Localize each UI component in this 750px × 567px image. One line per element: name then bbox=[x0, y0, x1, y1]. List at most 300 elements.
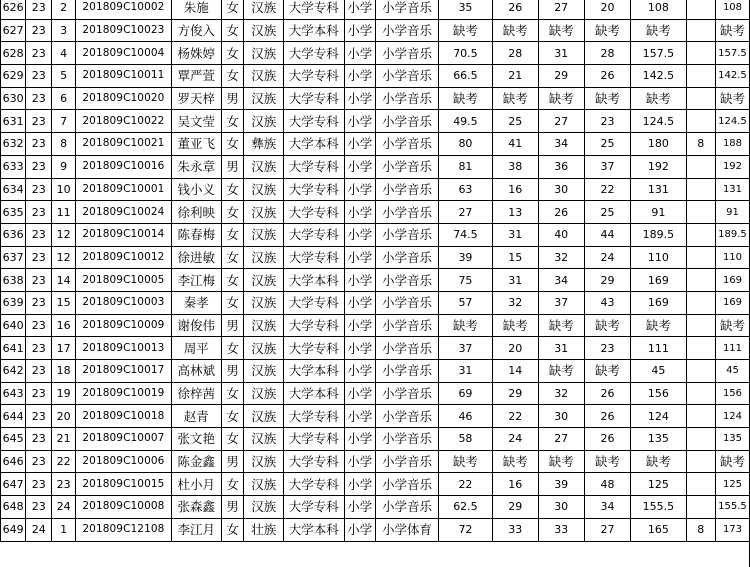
total-cell: 188 bbox=[715, 133, 749, 156]
group-cell: 23 bbox=[26, 201, 52, 224]
seat-cell: 19 bbox=[52, 382, 76, 405]
group-cell: 23 bbox=[26, 0, 52, 19]
level-cell: 小学 bbox=[344, 496, 376, 519]
subject-cell: 小学音乐 bbox=[376, 246, 439, 269]
education-cell: 大学专科 bbox=[283, 223, 344, 246]
level-cell: 小学 bbox=[344, 178, 376, 201]
bonus-cell bbox=[686, 405, 715, 428]
score-3-cell: 34 bbox=[538, 269, 584, 292]
table-row bbox=[1, 473, 750, 496]
group-cell: 23 bbox=[26, 382, 52, 405]
seat-cell: 2 bbox=[52, 0, 76, 19]
exam-id-cell: 201809C10017 bbox=[76, 360, 172, 383]
table-row bbox=[1, 314, 750, 337]
bonus-cell bbox=[686, 0, 715, 19]
subject-cell: 小学音乐 bbox=[376, 314, 439, 337]
exam-id-cell: 201809C10008 bbox=[76, 496, 172, 519]
name-cell: 秦孝 bbox=[171, 291, 221, 314]
seat-cell: 5 bbox=[52, 65, 76, 88]
score-4-cell: 22 bbox=[584, 178, 631, 201]
score-3-cell: 34 bbox=[538, 133, 584, 156]
group-cell: 23 bbox=[26, 360, 52, 383]
score-2-cell: 31 bbox=[492, 269, 538, 292]
seat-cell: 12 bbox=[52, 246, 76, 269]
exam-id-cell: 201809C10024 bbox=[76, 201, 172, 224]
score-3-cell: 缺考 bbox=[538, 450, 584, 473]
table-row bbox=[1, 155, 750, 178]
level-cell: 小学 bbox=[344, 291, 376, 314]
name-cell: 谢俊伟 bbox=[171, 314, 221, 337]
bonus-cell bbox=[686, 291, 715, 314]
seat-cell: 6 bbox=[52, 87, 76, 110]
bonus-cell bbox=[686, 269, 715, 292]
education-cell: 大学专科 bbox=[283, 405, 344, 428]
gender-cell: 女 bbox=[221, 269, 244, 292]
exam-id-cell: 201809C10018 bbox=[76, 405, 172, 428]
seat-cell: 12 bbox=[52, 223, 76, 246]
subject-cell: 小学音乐 bbox=[376, 201, 439, 224]
bonus-cell bbox=[686, 19, 715, 42]
gender-cell: 男 bbox=[221, 155, 244, 178]
education-cell: 大学专科 bbox=[283, 337, 344, 360]
name-cell: 李江月 bbox=[171, 518, 221, 541]
bonus-cell bbox=[686, 496, 715, 519]
subject-cell: 小学音乐 bbox=[376, 291, 439, 314]
ethnicity-cell: 汉族 bbox=[244, 291, 284, 314]
score-4-cell: 26 bbox=[584, 428, 631, 451]
score-1-cell: 66.5 bbox=[439, 65, 493, 88]
education-cell: 大学专科 bbox=[283, 155, 344, 178]
exam-id-cell: 201809C10007 bbox=[76, 428, 172, 451]
subject-cell: 小学音乐 bbox=[376, 269, 439, 292]
name-cell: 徐进敏 bbox=[171, 246, 221, 269]
subject-cell: 小学音乐 bbox=[376, 87, 439, 110]
table-row bbox=[1, 87, 750, 110]
education-cell: 大学专科 bbox=[283, 65, 344, 88]
bonus-cell bbox=[686, 450, 715, 473]
ethnicity-cell: 汉族 bbox=[244, 223, 284, 246]
seat-cell: 21 bbox=[52, 428, 76, 451]
level-cell: 小学 bbox=[344, 42, 376, 65]
score-4-cell: 26 bbox=[584, 65, 631, 88]
education-cell: 大学专科 bbox=[283, 291, 344, 314]
subtotal-cell: 165 bbox=[631, 518, 686, 541]
row-number-cell: 639 bbox=[1, 291, 26, 314]
name-cell: 陈春梅 bbox=[171, 223, 221, 246]
subtotal-cell: 169 bbox=[631, 269, 686, 292]
subject-cell: 小学音乐 bbox=[376, 110, 439, 133]
score-4-cell: 44 bbox=[584, 223, 631, 246]
score-1-cell: 58 bbox=[439, 428, 493, 451]
table-row bbox=[1, 428, 750, 451]
score-1-cell: 70.5 bbox=[439, 42, 493, 65]
subtotal-cell: 180 bbox=[631, 133, 686, 156]
exam-id-cell: 201809C10012 bbox=[76, 246, 172, 269]
score-2-cell: 13 bbox=[492, 201, 538, 224]
ethnicity-cell: 汉族 bbox=[244, 42, 284, 65]
score-1-cell: 缺考 bbox=[439, 19, 493, 42]
ethnicity-cell: 汉族 bbox=[244, 360, 284, 383]
row-number-cell: 649 bbox=[1, 518, 26, 541]
score-4-cell: 缺考 bbox=[584, 450, 631, 473]
score-4-cell: 缺考 bbox=[584, 19, 631, 42]
name-cell: 钱小义 bbox=[171, 178, 221, 201]
table-row bbox=[1, 178, 750, 201]
subject-cell: 小学音乐 bbox=[376, 42, 439, 65]
seat-cell: 7 bbox=[52, 110, 76, 133]
table-row bbox=[1, 19, 750, 42]
row-number-cell: 635 bbox=[1, 201, 26, 224]
score-2-cell: 25 bbox=[492, 110, 538, 133]
group-cell: 23 bbox=[26, 496, 52, 519]
total-cell: 缺考 bbox=[715, 450, 749, 473]
row-number-cell: 626 bbox=[1, 0, 26, 19]
group-cell: 23 bbox=[26, 405, 52, 428]
subtotal-cell: 125 bbox=[631, 473, 686, 496]
ethnicity-cell: 汉族 bbox=[244, 65, 284, 88]
subtotal-cell: 169 bbox=[631, 291, 686, 314]
row-number-cell: 644 bbox=[1, 405, 26, 428]
score-3-cell: 32 bbox=[538, 246, 584, 269]
score-3-cell: 27 bbox=[538, 428, 584, 451]
table-row bbox=[1, 110, 750, 133]
score-3-cell: 33 bbox=[538, 518, 584, 541]
name-cell: 徐利映 bbox=[171, 201, 221, 224]
name-cell: 董亚飞 bbox=[171, 133, 221, 156]
group-cell: 23 bbox=[26, 428, 52, 451]
subtotal-cell: 缺考 bbox=[631, 19, 686, 42]
gender-cell: 女 bbox=[221, 19, 244, 42]
score-3-cell: 26 bbox=[538, 201, 584, 224]
subtotal-cell: 91 bbox=[631, 201, 686, 224]
group-cell: 23 bbox=[26, 87, 52, 110]
table-row bbox=[1, 0, 750, 19]
exam-id-cell: 201809C10023 bbox=[76, 19, 172, 42]
table-row bbox=[1, 518, 750, 541]
level-cell: 小学 bbox=[344, 360, 376, 383]
level-cell: 小学 bbox=[344, 382, 376, 405]
subtotal-cell: 142.5 bbox=[631, 65, 686, 88]
score-2-cell: 28 bbox=[492, 42, 538, 65]
row-number-cell: 636 bbox=[1, 223, 26, 246]
group-cell: 23 bbox=[26, 178, 52, 201]
score-3-cell: 36 bbox=[538, 155, 584, 178]
subtotal-cell: 缺考 bbox=[631, 314, 686, 337]
name-cell: 罗天梓 bbox=[171, 87, 221, 110]
subject-cell: 小学音乐 bbox=[376, 178, 439, 201]
table-row bbox=[1, 405, 750, 428]
education-cell: 大学专科 bbox=[283, 496, 344, 519]
score-2-cell: 32 bbox=[492, 291, 538, 314]
level-cell: 小学 bbox=[344, 155, 376, 178]
bonus-cell bbox=[686, 178, 715, 201]
score-1-cell: 27 bbox=[439, 201, 493, 224]
total-cell: 108 bbox=[715, 0, 749, 19]
name-cell: 高林斌 bbox=[171, 360, 221, 383]
level-cell: 小学 bbox=[344, 269, 376, 292]
seat-cell: 20 bbox=[52, 405, 76, 428]
score-2-cell: 33 bbox=[492, 518, 538, 541]
subtotal-cell: 108 bbox=[631, 0, 686, 19]
score-2-cell: 29 bbox=[492, 496, 538, 519]
subtotal-cell: 192 bbox=[631, 155, 686, 178]
score-1-cell: 81 bbox=[439, 155, 493, 178]
subtotal-cell: 124.5 bbox=[631, 110, 686, 133]
seat-cell: 9 bbox=[52, 155, 76, 178]
table-row bbox=[1, 337, 750, 360]
gender-cell: 女 bbox=[221, 246, 244, 269]
exam-id-cell: 201809C10022 bbox=[76, 110, 172, 133]
education-cell: 大学专科 bbox=[283, 110, 344, 133]
score-1-cell: 74.5 bbox=[439, 223, 493, 246]
total-cell: 125 bbox=[715, 473, 749, 496]
level-cell: 小学 bbox=[344, 405, 376, 428]
gender-cell: 女 bbox=[221, 201, 244, 224]
name-cell: 张森鑫 bbox=[171, 496, 221, 519]
ethnicity-cell: 汉族 bbox=[244, 428, 284, 451]
bonus-cell bbox=[686, 223, 715, 246]
subtotal-cell: 189.5 bbox=[631, 223, 686, 246]
subtotal-cell: 45 bbox=[631, 360, 686, 383]
group-cell: 23 bbox=[26, 155, 52, 178]
gender-cell: 女 bbox=[221, 291, 244, 314]
subject-cell: 小学音乐 bbox=[376, 223, 439, 246]
group-cell: 23 bbox=[26, 19, 52, 42]
score-4-cell: 缺考 bbox=[584, 360, 631, 383]
total-cell: 124 bbox=[715, 405, 749, 428]
education-cell: 大学专科 bbox=[283, 178, 344, 201]
total-cell: 155.5 bbox=[715, 496, 749, 519]
group-cell: 23 bbox=[26, 314, 52, 337]
seat-cell: 22 bbox=[52, 450, 76, 473]
table-row bbox=[1, 246, 750, 269]
education-cell: 大学专科 bbox=[283, 0, 344, 19]
ethnicity-cell: 汉族 bbox=[244, 87, 284, 110]
bonus-cell bbox=[686, 337, 715, 360]
ethnicity-cell: 彝族 bbox=[244, 133, 284, 156]
bonus-cell bbox=[686, 87, 715, 110]
exam-id-cell: 201809C10006 bbox=[76, 450, 172, 473]
exam-id-cell: 201809C10021 bbox=[76, 133, 172, 156]
bonus-cell: 8 bbox=[686, 518, 715, 541]
seat-cell: 23 bbox=[52, 473, 76, 496]
name-cell: 吴文莹 bbox=[171, 110, 221, 133]
score-2-cell: 缺考 bbox=[492, 314, 538, 337]
row-number-cell: 641 bbox=[1, 337, 26, 360]
score-2-cell: 缺考 bbox=[492, 450, 538, 473]
education-cell: 大学专科 bbox=[283, 314, 344, 337]
total-cell: 135 bbox=[715, 428, 749, 451]
level-cell: 小学 bbox=[344, 314, 376, 337]
row-number-cell: 642 bbox=[1, 360, 26, 383]
score-1-cell: 63 bbox=[439, 178, 493, 201]
subtotal-cell: 缺考 bbox=[631, 87, 686, 110]
gender-cell: 男 bbox=[221, 314, 244, 337]
education-cell: 大学本科 bbox=[283, 269, 344, 292]
gender-cell: 女 bbox=[221, 473, 244, 496]
ethnicity-cell: 汉族 bbox=[244, 19, 284, 42]
ethnicity-cell: 汉族 bbox=[244, 337, 284, 360]
group-cell: 24 bbox=[26, 518, 52, 541]
bonus-cell bbox=[686, 382, 715, 405]
score-4-cell: 缺考 bbox=[584, 314, 631, 337]
group-cell: 23 bbox=[26, 337, 52, 360]
gender-cell: 男 bbox=[221, 450, 244, 473]
score-3-cell: 31 bbox=[538, 337, 584, 360]
ethnicity-cell: 汉族 bbox=[244, 473, 284, 496]
exam-id-cell: 201809C10011 bbox=[76, 65, 172, 88]
score-1-cell: 75 bbox=[439, 269, 493, 292]
group-cell: 23 bbox=[26, 65, 52, 88]
score-1-cell: 22 bbox=[439, 473, 493, 496]
subject-cell: 小学音乐 bbox=[376, 450, 439, 473]
score-3-cell: 30 bbox=[538, 496, 584, 519]
gender-cell: 男 bbox=[221, 360, 244, 383]
education-cell: 大学本科 bbox=[283, 19, 344, 42]
total-cell: 91 bbox=[715, 201, 749, 224]
table-row bbox=[1, 133, 750, 156]
gender-cell: 女 bbox=[221, 0, 244, 19]
score-4-cell: 23 bbox=[584, 337, 631, 360]
score-1-cell: 35 bbox=[439, 0, 493, 19]
gender-cell: 女 bbox=[221, 428, 244, 451]
seat-cell: 4 bbox=[52, 42, 76, 65]
score-4-cell: 37 bbox=[584, 155, 631, 178]
name-cell: 朱施 bbox=[171, 0, 221, 19]
row-number-cell: 647 bbox=[1, 473, 26, 496]
total-cell: 45 bbox=[715, 360, 749, 383]
bonus-cell bbox=[686, 155, 715, 178]
subtotal-cell: 缺考 bbox=[631, 450, 686, 473]
name-cell: 覃严萱 bbox=[171, 65, 221, 88]
table-row bbox=[1, 291, 750, 314]
exam-id-cell: 201809C10002 bbox=[76, 0, 172, 19]
seat-cell: 17 bbox=[52, 337, 76, 360]
score-4-cell: 43 bbox=[584, 291, 631, 314]
score-1-cell: 72 bbox=[439, 518, 493, 541]
name-cell: 陈金鑫 bbox=[171, 450, 221, 473]
seat-cell: 11 bbox=[52, 201, 76, 224]
table-row bbox=[1, 42, 750, 65]
subject-cell: 小学音乐 bbox=[376, 382, 439, 405]
subtotal-cell: 131 bbox=[631, 178, 686, 201]
group-cell: 23 bbox=[26, 223, 52, 246]
score-3-cell: 27 bbox=[538, 0, 584, 19]
row-number-cell: 640 bbox=[1, 314, 26, 337]
name-cell: 徐梓茜 bbox=[171, 382, 221, 405]
score-4-cell: 26 bbox=[584, 405, 631, 428]
score-3-cell: 30 bbox=[538, 405, 584, 428]
name-cell: 周平 bbox=[171, 337, 221, 360]
score-2-cell: 26 bbox=[492, 0, 538, 19]
score-1-cell: 57 bbox=[439, 291, 493, 314]
score-4-cell: 26 bbox=[584, 382, 631, 405]
score-2-cell: 缺考 bbox=[492, 87, 538, 110]
score-3-cell: 31 bbox=[538, 42, 584, 65]
gender-cell: 女 bbox=[221, 110, 244, 133]
table-row bbox=[1, 496, 750, 519]
score-3-cell: 缺考 bbox=[538, 314, 584, 337]
score-2-cell: 21 bbox=[492, 65, 538, 88]
score-1-cell: 62.5 bbox=[439, 496, 493, 519]
ethnicity-cell: 汉族 bbox=[244, 382, 284, 405]
seat-cell: 16 bbox=[52, 314, 76, 337]
score-3-cell: 27 bbox=[538, 110, 584, 133]
row-number-cell: 631 bbox=[1, 110, 26, 133]
bonus-cell bbox=[686, 360, 715, 383]
row-number-cell: 638 bbox=[1, 269, 26, 292]
total-cell: 缺考 bbox=[715, 314, 749, 337]
score-4-cell: 48 bbox=[584, 473, 631, 496]
level-cell: 小学 bbox=[344, 19, 376, 42]
subject-cell: 小学音乐 bbox=[376, 133, 439, 156]
row-number-cell: 630 bbox=[1, 87, 26, 110]
subject-cell: 小学音乐 bbox=[376, 496, 439, 519]
score-3-cell: 缺考 bbox=[538, 19, 584, 42]
exam-id-cell: 201809C12108 bbox=[76, 518, 172, 541]
exam-id-cell: 201809C10020 bbox=[76, 87, 172, 110]
level-cell: 小学 bbox=[344, 133, 376, 156]
subtotal-cell: 135 bbox=[631, 428, 686, 451]
total-cell: 169 bbox=[715, 291, 749, 314]
subject-cell: 小学音乐 bbox=[376, 473, 439, 496]
row-number-cell: 633 bbox=[1, 155, 26, 178]
education-cell: 大学专科 bbox=[283, 450, 344, 473]
bonus-cell: 8 bbox=[686, 133, 715, 156]
education-cell: 大学专科 bbox=[283, 473, 344, 496]
score-4-cell: 29 bbox=[584, 269, 631, 292]
score-1-cell: 80 bbox=[439, 133, 493, 156]
row-number-cell: 628 bbox=[1, 42, 26, 65]
subject-cell: 小学体育 bbox=[376, 518, 439, 541]
seat-cell: 8 bbox=[52, 133, 76, 156]
exam-id-cell: 201809C10003 bbox=[76, 291, 172, 314]
gender-cell: 女 bbox=[221, 223, 244, 246]
score-3-cell: 缺考 bbox=[538, 360, 584, 383]
score-4-cell: 23 bbox=[584, 110, 631, 133]
gender-cell: 女 bbox=[221, 405, 244, 428]
table-body bbox=[1, 0, 750, 541]
name-cell: 赵青 bbox=[171, 405, 221, 428]
bonus-cell bbox=[686, 314, 715, 337]
seat-cell: 1 bbox=[52, 518, 76, 541]
subject-cell: 小学音乐 bbox=[376, 0, 439, 19]
score-4-cell: 25 bbox=[584, 201, 631, 224]
score-2-cell: 16 bbox=[492, 178, 538, 201]
score-1-cell: 46 bbox=[439, 405, 493, 428]
subtotal-cell: 111 bbox=[631, 337, 686, 360]
total-cell: 192 bbox=[715, 155, 749, 178]
level-cell: 小学 bbox=[344, 246, 376, 269]
ethnicity-cell: 汉族 bbox=[244, 178, 284, 201]
score-3-cell: 29 bbox=[538, 65, 584, 88]
exam-id-cell: 201809C10004 bbox=[76, 42, 172, 65]
exam-id-cell: 201809C10005 bbox=[76, 269, 172, 292]
seat-cell: 10 bbox=[52, 178, 76, 201]
group-cell: 23 bbox=[26, 473, 52, 496]
score-4-cell: 27 bbox=[584, 518, 631, 541]
level-cell: 小学 bbox=[344, 428, 376, 451]
exam-id-cell: 201809C10013 bbox=[76, 337, 172, 360]
education-cell: 大学本科 bbox=[283, 133, 344, 156]
name-cell: 张文艳 bbox=[171, 428, 221, 451]
exam-id-cell: 201809C10009 bbox=[76, 314, 172, 337]
subtotal-cell: 157.5 bbox=[631, 42, 686, 65]
score-1-cell: 缺考 bbox=[439, 87, 493, 110]
ethnicity-cell: 汉族 bbox=[244, 405, 284, 428]
table-row bbox=[1, 65, 750, 88]
subject-cell: 小学音乐 bbox=[376, 428, 439, 451]
